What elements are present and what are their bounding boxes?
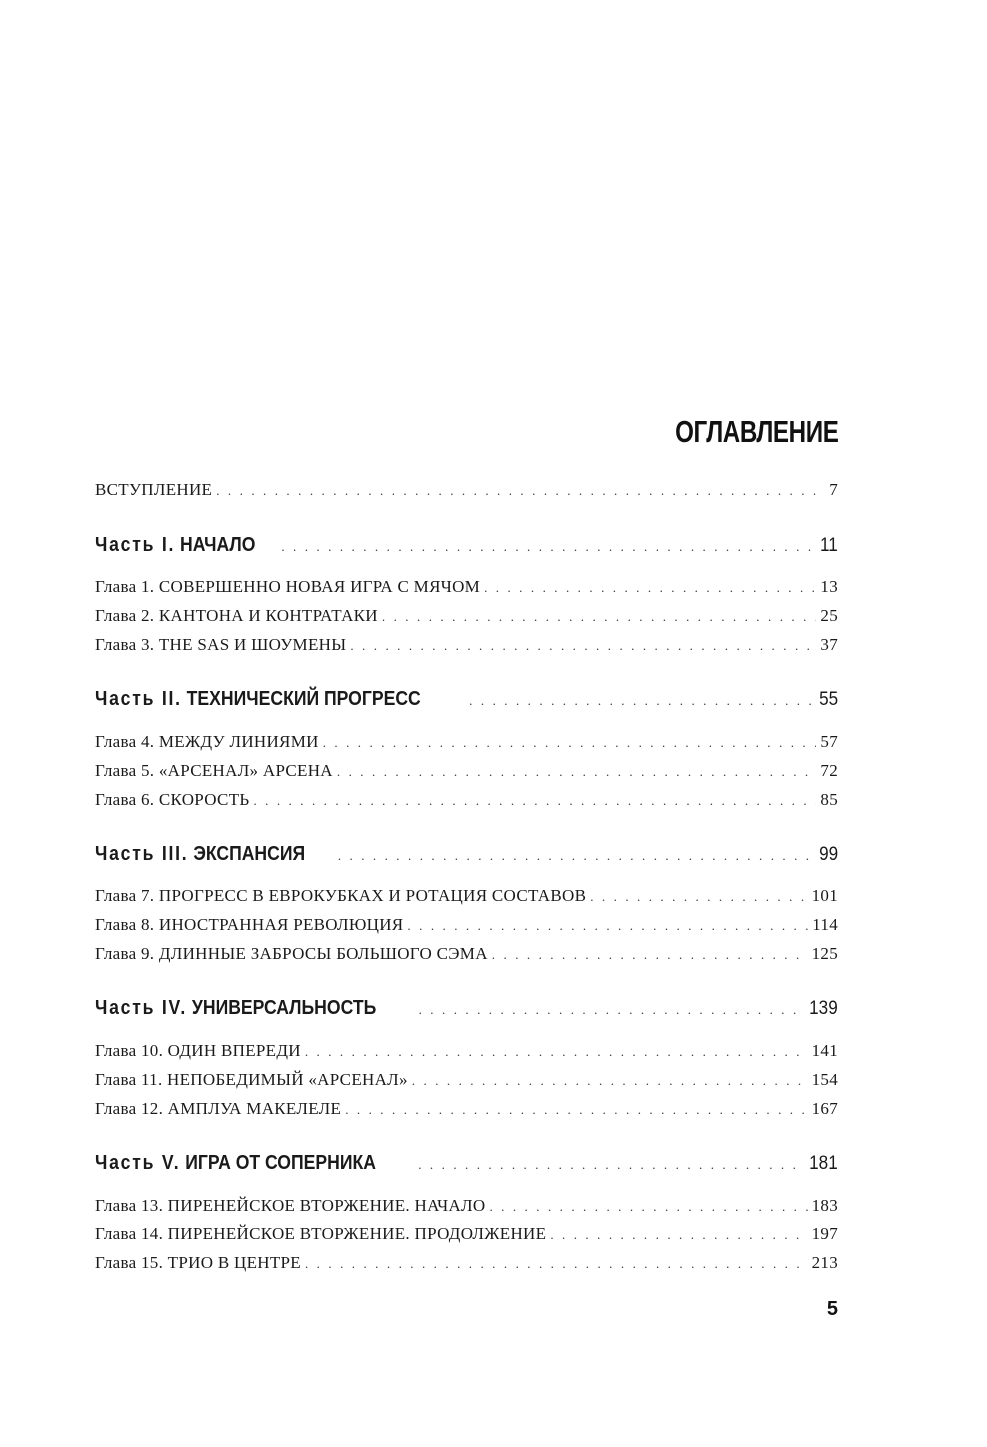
dot-leader <box>407 914 808 938</box>
page-title: ОГЛАВЛЕНИЕ <box>674 414 838 449</box>
chapter-page: 85 <box>820 790 838 809</box>
toc-part-4[interactable] <box>95 993 838 1023</box>
page-number: 5 <box>826 1298 838 1320</box>
part-page: 181 <box>809 1153 838 1174</box>
toc-part-5[interactable] <box>95 1148 838 1178</box>
toc-entry-label: ВСТУПЛЕНИЕ <box>95 480 213 499</box>
chapter-label: Глава 11. НЕПОБЕДИМЫЙ «АРСЕНАЛ» <box>95 1070 408 1089</box>
toc-chapter-11[interactable] <box>95 1068 838 1092</box>
part-heading <box>95 839 305 869</box>
dot-leader <box>469 686 813 716</box>
part-name: ТЕХНИЧЕСКИЙ ПРОГРЕСС <box>186 688 421 710</box>
toc-entry-page: 7 <box>829 480 838 499</box>
chapter-label: Глава 8. ИНОСТРАННАЯ РЕВОЛЮЦИЯ <box>95 915 404 934</box>
chapter-page: 167 <box>811 1099 838 1118</box>
chapter-page: 57 <box>820 732 838 751</box>
chapter-label: Глава 7. ПРОГРЕСС В ЕВРОКУБКАХ И РОТАЦИЯ СОСТАВОВ <box>95 886 587 905</box>
chapter-label: Глава 10. ОДИН ВПЕРЕДИ <box>95 1041 301 1060</box>
toc-part-1[interactable] <box>95 530 838 560</box>
chapter-page: 37 <box>820 635 838 654</box>
part-name: ИГРА ОТ СОПЕРНИКА <box>185 1152 376 1174</box>
toc-chapter-12[interactable] <box>95 1097 838 1121</box>
chapter-page: 13 <box>820 577 838 596</box>
chapter-label: Глава 14. ПИРЕНЕЙСКОЕ ВТОРЖЕНИЕ. ПРОДОЛЖЕНИЕ <box>95 1224 547 1243</box>
chapter-label: Глава 13. ПИРЕНЕЙСКОЕ ВТОРЖЕНИЕ. НАЧАЛО <box>95 1196 486 1215</box>
dot-leader <box>382 605 817 629</box>
dot-leader <box>281 532 814 562</box>
dot-leader <box>412 1069 808 1093</box>
part-heading <box>95 684 421 714</box>
part-heading <box>95 993 376 1023</box>
toc-part-2[interactable] <box>95 684 838 714</box>
part-prefix: Часть II. <box>95 688 182 710</box>
dot-leader <box>484 576 816 600</box>
chapter-page: 72 <box>820 761 838 780</box>
toc-chapter-14[interactable] <box>95 1222 838 1246</box>
dot-leader <box>550 1223 807 1247</box>
part-prefix: Часть III. <box>95 843 189 865</box>
dot-leader <box>338 841 813 871</box>
chapter-label: Глава 4. МЕЖДУ ЛИНИЯМИ <box>95 732 319 751</box>
toc-chapter-15[interactable] <box>95 1251 838 1275</box>
toc-chapter-3[interactable] <box>95 633 838 657</box>
toc-chapter-9[interactable] <box>95 942 838 966</box>
dot-leader <box>350 634 816 658</box>
chapter-label: Глава 3. THE SAS И ШОУМЕНЫ <box>95 635 347 654</box>
chapter-page: 101 <box>811 886 838 905</box>
dot-leader <box>305 1040 808 1064</box>
dot-leader <box>323 731 817 755</box>
toc-chapter-7[interactable] <box>95 884 838 908</box>
toc-entry-intro[interactable] <box>95 478 838 502</box>
dot-leader <box>337 760 817 784</box>
dot-leader <box>305 1252 808 1276</box>
part-name: УНИВЕРСАЛЬНОСТЬ <box>191 997 377 1019</box>
chapter-page: 213 <box>811 1253 838 1272</box>
chapter-label: Глава 9. ДЛИННЫЕ ЗАБРОСЫ БОЛЬШОГО СЭМА <box>95 944 488 963</box>
chapter-label: Глава 15. ТРИО В ЦЕНТРЕ <box>95 1253 301 1272</box>
dot-leader <box>419 995 803 1025</box>
chapter-page: 154 <box>811 1070 838 1089</box>
chapter-label: Глава 2. КАНТОНА И КОНТРАТАКИ <box>95 606 378 625</box>
toc-chapter-1[interactable] <box>95 575 838 599</box>
part-prefix: Часть I. <box>95 534 176 556</box>
toc-chapter-5[interactable] <box>95 759 838 783</box>
chapter-page: 25 <box>820 606 838 625</box>
toc-chapter-13[interactable] <box>95 1194 838 1218</box>
part-heading <box>95 1148 376 1178</box>
dot-leader <box>253 789 816 813</box>
part-page: 139 <box>809 998 838 1019</box>
toc-chapter-4[interactable] <box>95 730 838 754</box>
dot-leader <box>345 1098 807 1122</box>
dot-leader <box>418 1150 802 1180</box>
chapter-label: Глава 1. СОВЕРШЕННО НОВАЯ ИГРА С МЯЧОМ <box>95 577 481 596</box>
part-prefix: Часть IV. <box>95 997 188 1019</box>
part-page: 99 <box>818 844 838 865</box>
chapter-label: Глава 6. СКОРОСТЬ <box>95 790 250 809</box>
part-heading <box>95 530 255 560</box>
dot-leader <box>590 885 807 909</box>
chapter-label: Глава 12. АМПЛУА МАКЕЛЕЛЕ <box>95 1099 342 1118</box>
part-page: 11 <box>820 535 838 556</box>
chapter-page: 197 <box>811 1224 838 1243</box>
part-page: 55 <box>818 689 838 710</box>
toc-chapter-10[interactable] <box>95 1039 838 1063</box>
toc-part-3[interactable] <box>95 839 838 869</box>
chapter-page: 114 <box>812 915 838 934</box>
part-name: ЭКСПАНСИЯ <box>193 843 306 865</box>
toc-chapter-2[interactable] <box>95 604 838 628</box>
dot-leader <box>216 479 825 503</box>
dot-leader <box>492 943 808 967</box>
part-prefix: Часть V. <box>95 1152 181 1174</box>
chapter-page: 141 <box>811 1041 838 1060</box>
chapter-label: Глава 5. «АРСЕНАЛ» АРСЕНА <box>95 761 333 780</box>
part-name: НАЧАЛО <box>180 534 256 556</box>
chapter-page: 125 <box>811 944 838 963</box>
toc-chapter-6[interactable] <box>95 788 838 812</box>
chapter-page: 183 <box>811 1196 838 1215</box>
dot-leader <box>489 1195 807 1219</box>
toc-chapter-8[interactable] <box>95 913 838 937</box>
